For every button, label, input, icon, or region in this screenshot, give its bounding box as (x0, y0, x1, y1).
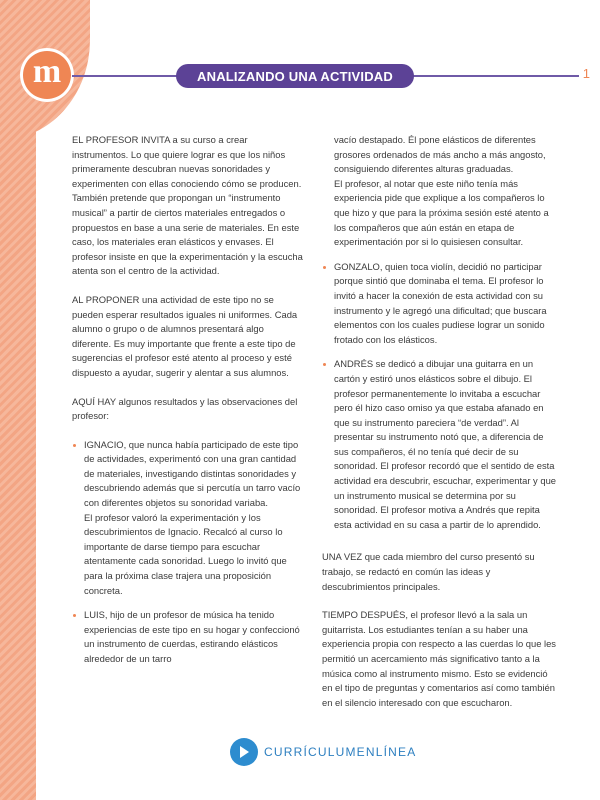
footer-brand (230, 738, 416, 766)
play-arrow-icon (230, 738, 258, 766)
left-column (72, 133, 304, 677)
logo-badge (20, 48, 74, 102)
list-item-andres (322, 357, 558, 532)
right-column (322, 133, 558, 710)
page-number: 1 (579, 66, 590, 81)
list-item-luis (72, 608, 304, 666)
luis-continuation-text: vacío destapado. Él pone elásticos de diferentes grosores ordenados de más ancho a más angosto, consiguiendo diferentes alturas graduadas. (334, 134, 546, 175)
header-title-pill (176, 64, 414, 88)
ignacio-observation: El profesor valoró la experimentación y los descubrimientos de Ignacio. Recalcó al curso lo importante de darse tiempo para escuchar atentamente cada sonoridad. Luego lo invitó que para la próxima clase trajera una proposición concreta. (84, 511, 287, 596)
luis-observation: El profesor, al notar que este niño tenía más experiencia pide que explique a los compañeros lo que hizo y que para la próxima sesión esté atento a los compañeros que aún están en etapa de experimentación por si lo quisiesen consultar. (334, 177, 549, 248)
logo-letter: m (32, 53, 62, 90)
list-item-ignacio (72, 438, 304, 599)
andres-text: ANDRÉS se dedicó a dibujar una guitarra en un cartón y estiró unos elásticos sobre el dibujo. El profesor permanentemente lo invitaba a escuchar pero él hizo caso omiso ya que estaba afanado en que su instrumento pareciera “de verdad”. Al presentar su instrumento notó que, a diferencia de sus compañeros, él no tenía qué decir de su sonoridad. El profesor recordó que el sentido de esta actividad era descubrir, escuchar, experimentar y que un instrumento musical se determina por su sonoridad. El profesor motiva a Andrés que repita esta actividad en su casa a partir de lo aprendido. (334, 358, 556, 530)
paragraph-aqui-hay: AQUÍ HAY algunos resultados y las observaciones del profesor: (72, 395, 298, 422)
page-title: ANALIZANDO UNA ACTIVIDAD (197, 68, 393, 84)
list-item-gonzalo (322, 260, 558, 348)
paragraph-una-vez: UNA VEZ que cada miembro del curso presentó su trabajo, se redactó en común las ideas y descubrimientos principales. (322, 551, 535, 592)
luis-text: LUIS, hijo de un profesor de música ha tenido experiencias de este tipo en su hogar y confeccionó un instrumento de cuerdas, estirando elásticos alrededor de un tarro (84, 609, 300, 664)
paragraph-tiempo-despues: TIEMPO DESPUÉS, el profesor llevó a la sala un guitarrista. Los estudiantes tenían a su haber una experiencia propia con respecto a las cuerdas lo que les permitió un acercamiento más significativo tanto a la música como al instrumento mismo. Esto se evidenció en el tipo de preguntas y comentarios así como también en el silencio interesado con que escucharon. (322, 609, 556, 708)
paragraph-el-profesor: EL PROFESOR INVITA a su curso a crear instrumentos. Lo que quiere lograr es que los niños primeramente descubran nuevas sonoridades y experimenten con ellas conociendo cómo se producen. También pretende que propongan un “instrumento musical” a partir de ciertos materiales entregados o propuestos en base a una serie de materiales. En este caso, los materiales eran elásticos y envases. El profesor insiste en que la experimentación y la escucha atenta son el centro de la actividad. (72, 134, 303, 277)
ignacio-text: IGNACIO, que nunca había participado de este tipo de actividades, experimentó con una gran cantidad de materiales, investigando distintas sonoridades y descubriendo además que si percutía un tarro vacío con diferentes objetos su sonoridad variaba. (84, 438, 301, 509)
footer-brand-name: CURRÍCULUMENLÍNEA (264, 745, 417, 759)
gonzalo-text: GONZALO, quien toca violín, decidió no participar porque sintió que dominaba el tema. El profesor lo invitó a hacer la conexión de esta actividad con su instrumento y le agregó una dificultad; que buscara elementos con los cuales pudiese lograr un sonido frotado con los elásticos. (334, 260, 547, 345)
paragraph-al-proponer: AL PROPONER una actividad de este tipo no se pueden esperar resultados iguales ni uniformes. Cada alumno o grupo o de alumnos presentará algo diferente. Es muy importante que frente a este tipo de sugerencias el profesor esté atento al proceso y esté dispuesto a ayudar, sugerir y alentar a sus alumnos. (72, 293, 298, 378)
luis-continuation (322, 133, 558, 250)
